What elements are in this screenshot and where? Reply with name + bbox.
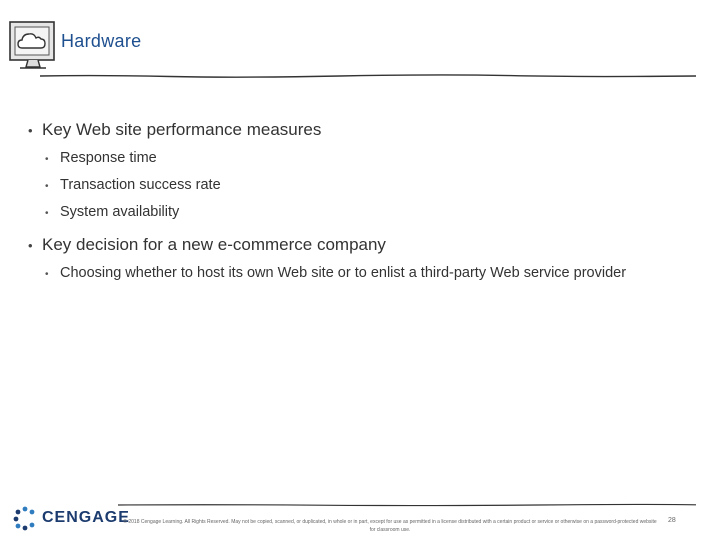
bullet-dot: • xyxy=(45,269,49,280)
cloud-monitor-icon xyxy=(8,20,58,72)
cengage-mark-icon xyxy=(12,505,38,531)
page-number: 28 xyxy=(668,517,676,524)
sub-bullet-item xyxy=(45,263,688,285)
sub-bullet-item xyxy=(45,175,688,197)
bullet-item xyxy=(28,120,688,140)
bullet-dot: • xyxy=(45,208,49,219)
bullet-text: Key decision for a new e-commerce company xyxy=(42,235,386,254)
slide-footer xyxy=(0,490,720,540)
sub-bullet-item xyxy=(45,202,688,224)
sub-bullet-item xyxy=(45,148,688,170)
footer-divider xyxy=(118,502,696,508)
bullet-dot: • xyxy=(28,238,33,253)
sub-bullet-text: Transaction success rate xyxy=(60,177,221,193)
slide-title: Hardware xyxy=(61,31,142,51)
bullet-dot: • xyxy=(28,123,33,138)
cengage-logo xyxy=(12,505,130,531)
sub-bullet-text: Response time xyxy=(60,150,157,166)
sub-bullet-text: System availability xyxy=(60,204,180,220)
bullet-dot: • xyxy=(45,154,49,165)
bullet-text: Key Web site performance measures xyxy=(42,120,322,139)
title-divider xyxy=(40,72,696,80)
bullet-dot: • xyxy=(45,181,49,192)
copyright-notice: © 2018 Cengage Learning. All Rights Reserved. May not be copied, scanned, or duplicated, in whole or in part, except for use as permitted in a license distributed with a certain product or service or otherwise on a password-protected website for classroom use. xyxy=(123,519,657,533)
logo-text: CENGAGE xyxy=(42,509,130,526)
slide-body xyxy=(28,120,688,290)
bullet-item xyxy=(28,235,688,255)
sub-bullet-text: Choosing whether to host its own Web site or to enlist a third-party Web service provider xyxy=(60,265,627,281)
